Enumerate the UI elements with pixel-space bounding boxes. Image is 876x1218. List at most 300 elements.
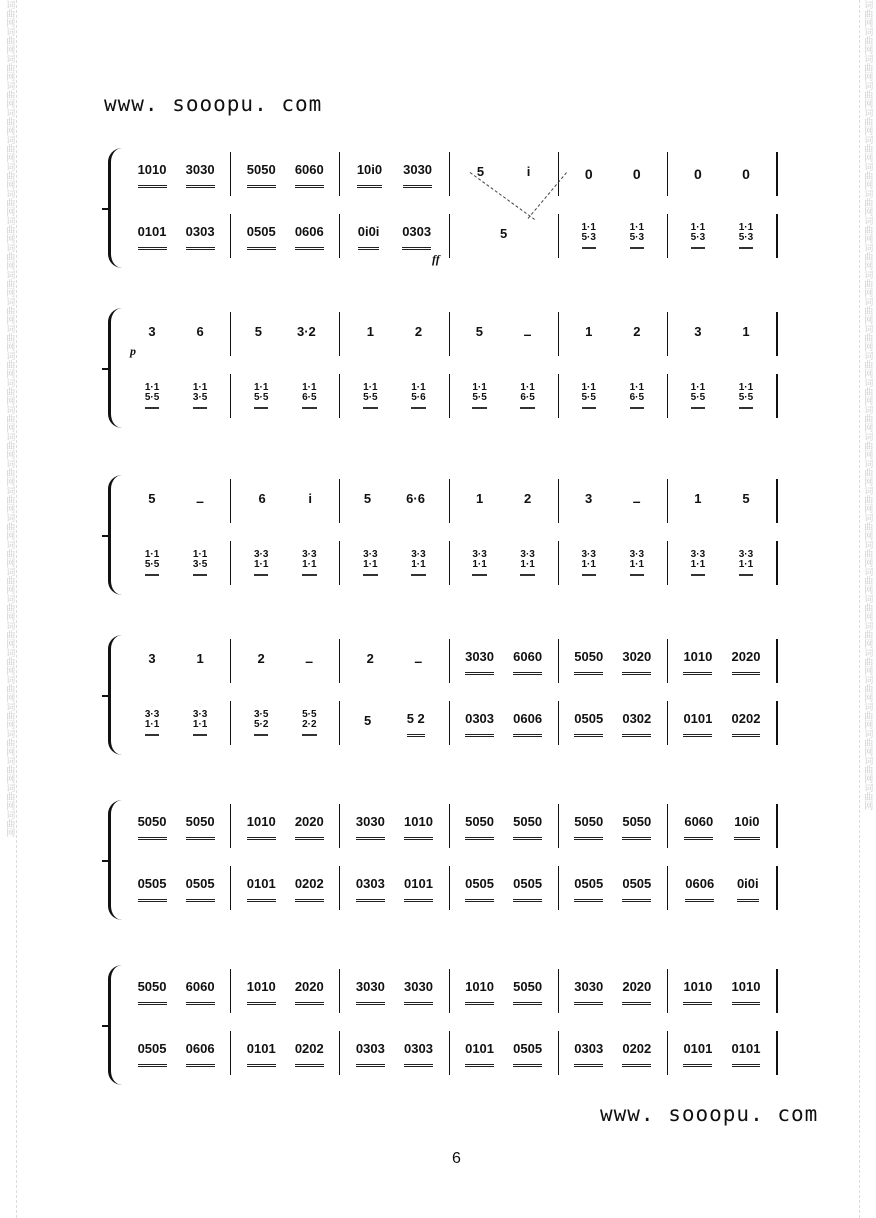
- barline: [339, 312, 340, 356]
- end-barline: [776, 214, 778, 258]
- measure: [128, 383, 224, 409]
- note: 0302: [622, 709, 651, 737]
- barline: [339, 214, 340, 258]
- note: 5: [148, 490, 156, 506]
- barline: [667, 214, 668, 258]
- note: 0303: [574, 1039, 603, 1067]
- measure: [346, 550, 442, 576]
- upper-staff: [128, 479, 784, 523]
- note: 0505: [574, 874, 603, 902]
- barline: [339, 152, 340, 196]
- note: 3030: [356, 977, 385, 1005]
- end-barline: [776, 374, 778, 418]
- end-barline: [776, 479, 778, 523]
- chord: [302, 550, 316, 576]
- chord-note: 1·1: [363, 382, 378, 393]
- chord: [302, 710, 316, 736]
- measure: [674, 383, 770, 409]
- lower-staff: [128, 541, 784, 585]
- chord-note: 3·5: [192, 392, 208, 403]
- measure: [456, 647, 552, 675]
- measure: [237, 160, 333, 188]
- chord-note: 3·3: [738, 549, 754, 560]
- note: 5050: [186, 812, 215, 840]
- dynamic-p: p: [130, 344, 136, 358]
- note: 2020: [295, 977, 324, 1005]
- barline: [230, 639, 231, 683]
- measure: [565, 709, 661, 737]
- barline: [558, 152, 559, 196]
- measure: [565, 383, 661, 409]
- measure: [346, 160, 442, 188]
- note: 6060: [295, 160, 324, 188]
- measure: [128, 812, 224, 840]
- chord: [582, 550, 596, 576]
- site-footer: www. sooopu. com: [600, 1102, 819, 1126]
- chord: [630, 383, 644, 409]
- note: 5050: [622, 812, 651, 840]
- barline: [339, 804, 340, 848]
- chord-note: 1·1: [738, 382, 754, 393]
- upper-staff: [128, 969, 784, 1013]
- chord-note: 1·1: [581, 382, 596, 393]
- chord-note: 1·1: [738, 222, 754, 233]
- chord-note: 1·1: [192, 382, 208, 393]
- note: 1010: [138, 160, 167, 188]
- measure: [346, 383, 442, 409]
- chord: [472, 383, 486, 409]
- note: 0303: [356, 874, 385, 902]
- chord-note: 1·1: [192, 549, 208, 560]
- chord-note: 3·3: [411, 549, 426, 560]
- note: 5050: [138, 812, 167, 840]
- score-system: [108, 148, 784, 268]
- note: 0101: [465, 1039, 494, 1067]
- note: 0606: [186, 1039, 215, 1067]
- note: 0202: [295, 1039, 324, 1067]
- chord-note: 5·5: [738, 392, 754, 403]
- chord-note: 1·1: [738, 559, 754, 570]
- barline: [339, 374, 340, 418]
- chord-note: 1·1: [302, 382, 317, 393]
- barline: [558, 701, 559, 745]
- measure: [674, 223, 770, 249]
- chord: [254, 383, 268, 409]
- chord-note: 1·1: [520, 559, 535, 570]
- note: 1010: [732, 977, 761, 1005]
- chord-note: 1·1: [690, 382, 706, 393]
- note: 0303: [186, 222, 215, 250]
- measure: [237, 383, 333, 409]
- chord-note: 6·5: [520, 392, 535, 403]
- chord: [363, 550, 377, 576]
- chord-note: 5·3: [690, 232, 706, 243]
- note: 5: [254, 323, 262, 339]
- chord-note: 5·5: [144, 392, 160, 403]
- barline: [667, 1031, 668, 1075]
- note: 1010: [683, 977, 712, 1005]
- end-barline: [776, 701, 778, 745]
- chord-note: 5·5: [363, 392, 378, 403]
- barline: [667, 701, 668, 745]
- note: 6060: [186, 977, 215, 1005]
- note: 0606: [295, 222, 324, 250]
- measure: [565, 489, 661, 514]
- system-brace: [108, 635, 125, 755]
- lower-staff: [128, 374, 784, 418]
- chord: [520, 383, 534, 409]
- lower-staff: [128, 701, 784, 745]
- note: 0303: [402, 222, 431, 250]
- measure: [237, 710, 333, 736]
- barline: [558, 374, 559, 418]
- note: 0505: [622, 874, 651, 902]
- note: 0505: [574, 709, 603, 737]
- chord-note: 1·1: [253, 382, 269, 393]
- note: 6060: [513, 647, 542, 675]
- chord: [739, 550, 753, 576]
- note: 5050: [574, 812, 603, 840]
- chord: [630, 223, 644, 249]
- measure: [128, 222, 224, 250]
- measure: [565, 977, 661, 1005]
- system-brace: [108, 965, 125, 1085]
- note: 1: [585, 323, 593, 339]
- chord-note: 5·5: [472, 392, 487, 403]
- measure: [565, 550, 661, 576]
- chord: [363, 383, 377, 409]
- chord-note: 5·5: [690, 392, 706, 403]
- barline: [667, 639, 668, 683]
- chord-note: 5·5: [581, 392, 596, 403]
- measure: [346, 489, 442, 514]
- measure: [346, 812, 442, 840]
- measure: [128, 160, 224, 188]
- note: 0101: [138, 222, 167, 250]
- barline: [558, 866, 559, 910]
- barline: [667, 541, 668, 585]
- note: 2: [414, 323, 423, 339]
- note: 1: [475, 490, 484, 506]
- chord: [254, 550, 268, 576]
- measure: [237, 322, 333, 347]
- chord-note: 5·5: [302, 709, 317, 720]
- note: 1: [694, 490, 702, 506]
- measure: [565, 322, 661, 347]
- note: 0505: [465, 874, 494, 902]
- note: 5: [742, 490, 750, 506]
- barline: [558, 479, 559, 523]
- chord: [691, 550, 705, 576]
- note: 3030: [404, 977, 433, 1005]
- note: 6·6: [406, 490, 425, 506]
- score-system: [108, 965, 784, 1085]
- upper-staff: [128, 804, 784, 848]
- system-brace: [108, 800, 125, 920]
- measure: [346, 222, 442, 250]
- note: 1010: [247, 977, 276, 1005]
- chord: [472, 550, 486, 576]
- barline: [667, 866, 668, 910]
- barline: [558, 639, 559, 683]
- lower-staff: [128, 214, 784, 258]
- barline: [339, 1031, 340, 1075]
- measure: [674, 322, 770, 347]
- measure: [674, 166, 770, 182]
- chord-note: 5·5: [253, 392, 269, 403]
- barline: [339, 969, 340, 1013]
- barline: [449, 479, 450, 523]
- barline: [449, 374, 450, 418]
- chord-note: 1·1: [690, 222, 706, 233]
- barline: [667, 312, 668, 356]
- barline: [667, 152, 668, 196]
- chord-note: 3·3: [690, 549, 706, 560]
- chord: [739, 223, 753, 249]
- end-barline: [776, 804, 778, 848]
- measure: [128, 489, 224, 514]
- barline: [230, 214, 231, 258]
- barline: [230, 701, 231, 745]
- note: 0101: [404, 874, 433, 902]
- end-barline: [776, 969, 778, 1013]
- measure: [565, 812, 661, 840]
- chord-note: 1·1: [581, 559, 596, 570]
- barline: [449, 541, 450, 585]
- measure: [456, 709, 552, 737]
- barline: [449, 214, 450, 258]
- measure: [456, 550, 552, 576]
- barline: [449, 312, 450, 356]
- note: 3020: [622, 647, 651, 675]
- measure: [674, 977, 770, 1005]
- note: 0505: [247, 222, 276, 250]
- note: 0101: [247, 874, 276, 902]
- note: 0202: [732, 709, 761, 737]
- chord-note: 1·1: [629, 222, 645, 233]
- chord-note: 1·1: [411, 382, 426, 393]
- note: 6: [196, 323, 204, 339]
- system-brace: [108, 308, 125, 428]
- note: 0202: [622, 1039, 651, 1067]
- chord-note: 3·3: [629, 549, 645, 560]
- barline: [449, 804, 450, 848]
- end-barline: [776, 312, 778, 356]
- barline: [667, 804, 668, 848]
- end-barline: [776, 1031, 778, 1075]
- chord: [411, 550, 425, 576]
- rest-mark: 0: [694, 166, 702, 182]
- chord-note: 3·3: [144, 709, 160, 720]
- measure: [346, 649, 442, 674]
- note: 3030: [574, 977, 603, 1005]
- rest-mark: –: [414, 653, 423, 669]
- page-number: 6: [452, 1150, 461, 1167]
- barline: [230, 866, 231, 910]
- chord-note: 5·3: [738, 232, 754, 243]
- note: 5 2: [407, 709, 425, 737]
- chord-note: 6·5: [629, 392, 645, 403]
- note: 10i0: [357, 160, 382, 188]
- chord-note: 5·6: [411, 392, 426, 403]
- note: 1010: [247, 812, 276, 840]
- measure: [237, 649, 333, 674]
- note: 0303: [404, 1039, 433, 1067]
- chord: [630, 550, 644, 576]
- barline: [230, 541, 231, 585]
- chord-note: 3·5: [192, 559, 208, 570]
- chord-note: 1·1: [302, 559, 317, 570]
- chord: [691, 383, 705, 409]
- note: 2: [257, 650, 265, 666]
- note: 3030: [465, 647, 494, 675]
- barline: [339, 639, 340, 683]
- chord: [520, 550, 534, 576]
- chord-note: 5·3: [581, 232, 596, 243]
- note: 5: [475, 323, 484, 339]
- note: 3030: [403, 160, 432, 188]
- chord-note: 1·1: [472, 382, 487, 393]
- note: 0505: [513, 874, 542, 902]
- measure: [128, 649, 224, 674]
- rest-mark: –: [196, 493, 204, 509]
- chord: [254, 710, 268, 736]
- dynamic-ff: ff: [432, 252, 440, 266]
- note: 3: [694, 323, 702, 339]
- measure: [128, 550, 224, 576]
- note: 5050: [465, 812, 494, 840]
- chord: [193, 710, 207, 736]
- measure: [346, 874, 442, 902]
- note: 5050: [513, 812, 542, 840]
- barline: [339, 541, 340, 585]
- barline: [230, 312, 231, 356]
- upper-staff: [128, 639, 784, 683]
- chord: [582, 223, 596, 249]
- lower-staff: [128, 866, 784, 910]
- note: 0101: [732, 1039, 761, 1067]
- chord: [145, 550, 159, 576]
- barline: [558, 541, 559, 585]
- chord-note: 1·1: [520, 382, 535, 393]
- measure: [674, 812, 770, 840]
- chord-note: 1·1: [144, 549, 160, 560]
- barline: [339, 866, 340, 910]
- barline: [558, 214, 559, 258]
- chord: [145, 383, 159, 409]
- note: 5: [499, 225, 508, 241]
- barline: [230, 804, 231, 848]
- measure: [674, 647, 770, 675]
- chord-note: 1·1: [411, 559, 426, 570]
- measure: [128, 1039, 224, 1067]
- chord: [582, 383, 596, 409]
- chord-note: 3·3: [520, 549, 535, 560]
- note: 3·2: [297, 323, 316, 339]
- measure: [565, 1039, 661, 1067]
- measure: [674, 489, 770, 514]
- score-system: [108, 635, 784, 755]
- right-watermark-text: 词曲网词曲网词曲网词曲网词曲网词曲网词曲网词曲网词曲网词曲网词曲网词曲网词曲网词曲网词曲网词曲网词曲网词曲网词曲网词曲网词曲网词曲网词曲网词曲网词曲网词曲网词曲网词曲网词曲网词曲网: [862, 0, 873, 810]
- system-brace: [108, 148, 125, 268]
- chord-note: 3·3: [363, 549, 378, 560]
- note: 3: [148, 323, 156, 339]
- note: 1: [742, 323, 750, 339]
- barline: [449, 701, 450, 745]
- chord-note: 3·3: [581, 549, 596, 560]
- measure: [674, 550, 770, 576]
- site-header: www. sooopu. com: [104, 92, 323, 116]
- barline: [667, 479, 668, 523]
- measure: [128, 322, 224, 347]
- note: 0i0i: [358, 222, 380, 250]
- note: 5050: [138, 977, 167, 1005]
- note: 5: [364, 712, 372, 728]
- chord-note: 1·1: [690, 559, 706, 570]
- barline: [449, 866, 450, 910]
- system-brace: [108, 475, 125, 595]
- note: 0505: [513, 1039, 542, 1067]
- note: 0505: [138, 1039, 167, 1067]
- rest-mark: –: [305, 653, 314, 669]
- measure: [456, 977, 552, 1005]
- note: 0101: [247, 1039, 276, 1067]
- measure: [237, 1039, 333, 1067]
- measure: [456, 322, 552, 347]
- barline: [667, 374, 668, 418]
- end-barline: [776, 866, 778, 910]
- measure: [456, 489, 552, 514]
- chord-note: 3·5: [253, 709, 269, 720]
- barline: [230, 969, 231, 1013]
- chord: [302, 383, 316, 409]
- note: 3030: [356, 812, 385, 840]
- note: 0202: [295, 874, 324, 902]
- measure: [674, 874, 770, 902]
- measure: [674, 709, 770, 737]
- measure: [565, 874, 661, 902]
- barline: [558, 804, 559, 848]
- note: 0i0i: [737, 874, 759, 902]
- note: 2: [524, 490, 532, 506]
- measure: [128, 874, 224, 902]
- rest-mark: –: [523, 326, 532, 342]
- upper-staff: [128, 312, 784, 356]
- barline: [667, 969, 668, 1013]
- barline: [558, 312, 559, 356]
- note: 5050: [247, 160, 276, 188]
- chord-note: 3·3: [302, 549, 317, 560]
- note: 0606: [685, 874, 714, 902]
- note: 2020: [732, 647, 761, 675]
- barline: [339, 701, 340, 745]
- chord: [411, 383, 425, 409]
- measure: [456, 224, 552, 249]
- measure: [237, 222, 333, 250]
- chord-note: 1·1: [192, 719, 208, 730]
- measure: [237, 977, 333, 1005]
- note: 1010: [404, 812, 433, 840]
- score-system: [108, 800, 784, 920]
- chord-note: 5·5: [144, 559, 160, 570]
- score-system: [108, 475, 784, 595]
- measure: [456, 874, 552, 902]
- note: 2: [633, 323, 641, 339]
- measure: [237, 874, 333, 902]
- note: 2020: [295, 812, 324, 840]
- note: 5050: [574, 647, 603, 675]
- chord-note: 2·2: [302, 719, 317, 730]
